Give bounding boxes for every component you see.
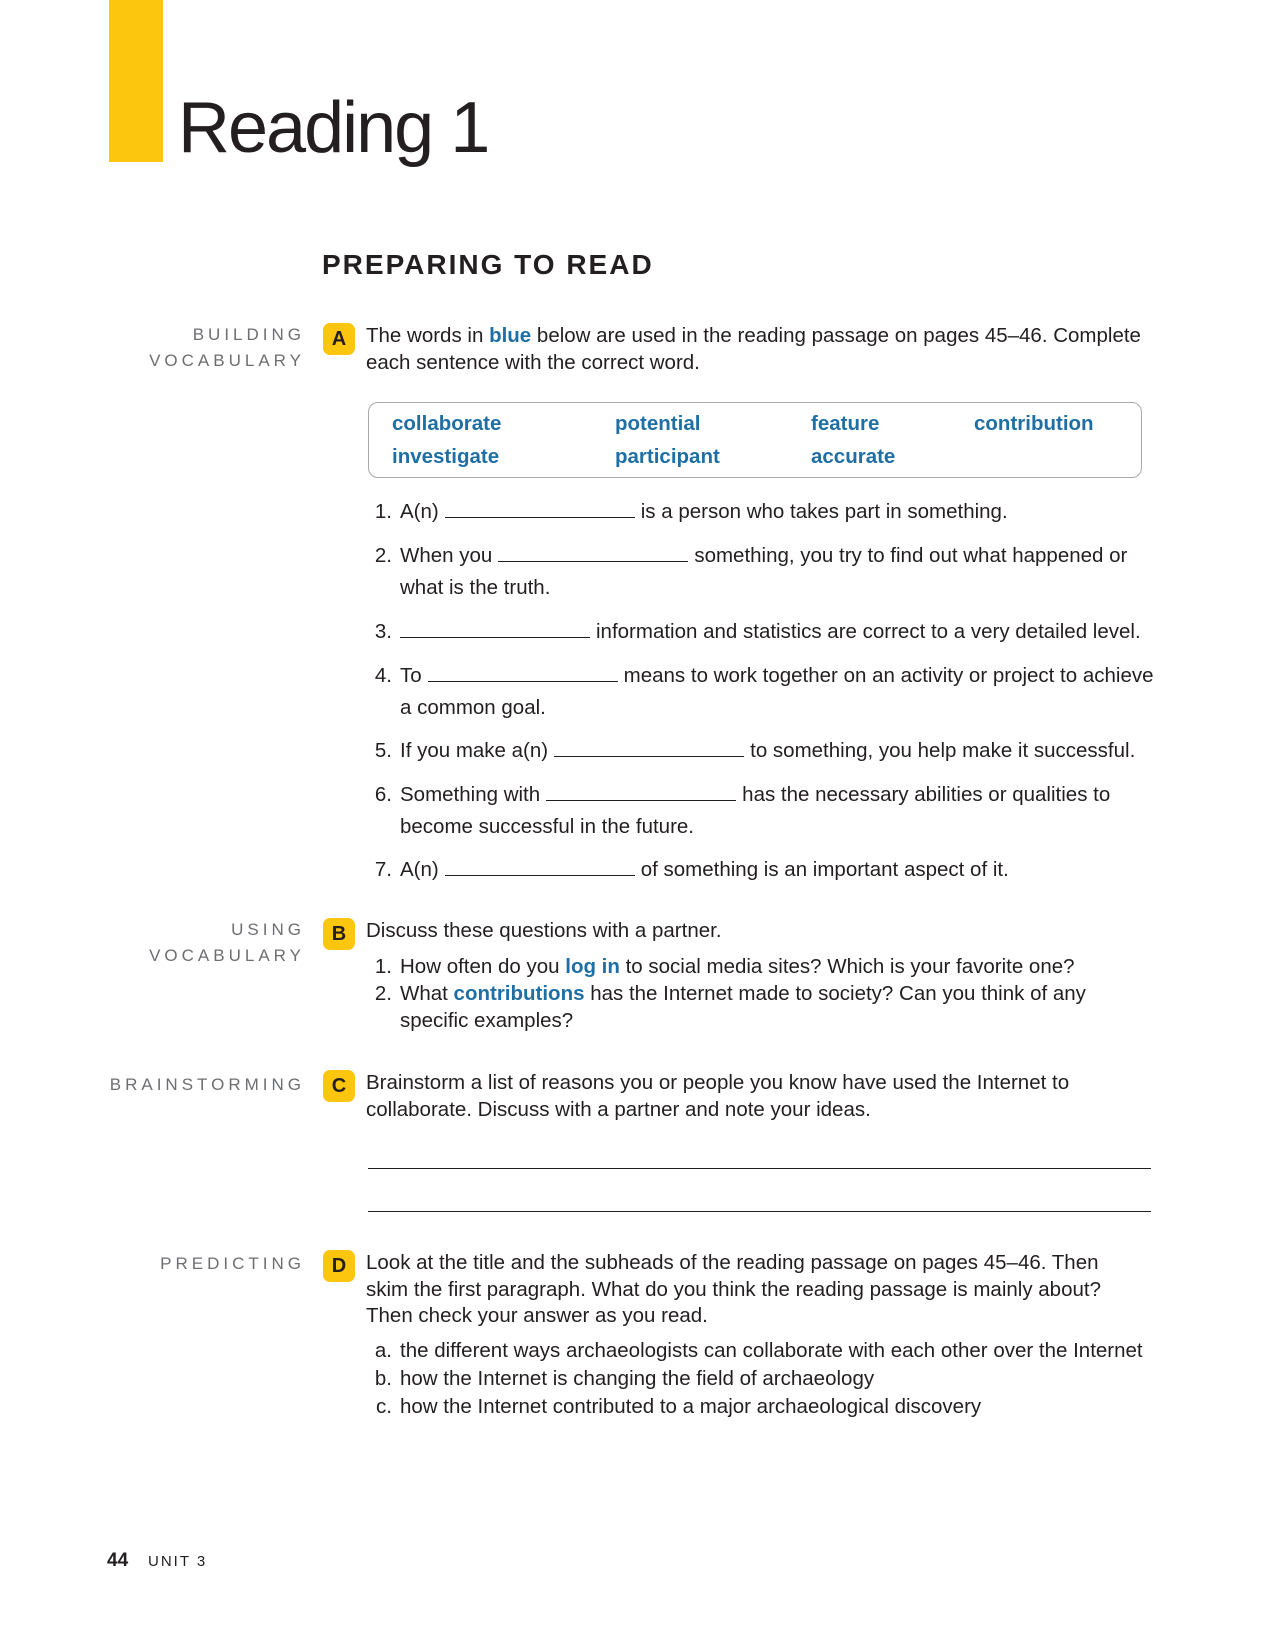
side-label-line: USING <box>231 920 305 939</box>
yellow-accent-bar <box>109 0 163 162</box>
answer-blank[interactable] <box>445 499 635 518</box>
side-label-line: VOCABULARY <box>149 351 305 370</box>
item-text <box>400 540 1158 604</box>
side-label-line: BRAINSTORMING <box>109 1075 305 1094</box>
instruction-c: Brainstorm a list of reasons you or people you know have used the Internet to collaborate. Discuss with a partner and note your ideas. <box>366 1071 1070 1121</box>
item-text <box>400 735 1158 767</box>
side-label-line: BUILDING <box>192 325 305 344</box>
word-bank-item: potential <box>615 412 701 435</box>
option-text: how the Internet is changing the field of archaeology <box>400 1367 875 1390</box>
question-text <box>400 980 1158 1034</box>
item-number: 2. <box>374 544 392 567</box>
option-text: how the Internet contributed to a major archaeological discovery <box>400 1395 982 1418</box>
item-text-before: When you <box>400 544 493 567</box>
item-text-before: A(n) <box>400 500 439 523</box>
item-text-after: is a person who takes part in something. <box>640 500 1008 523</box>
item-text <box>400 616 1158 648</box>
word-bank-item: participant <box>615 445 720 468</box>
side-label-using-vocabulary <box>105 917 305 969</box>
item-text-after: to something, you help make it successful. <box>750 739 1136 762</box>
item-text <box>400 660 1158 724</box>
page-title: Reading 1 <box>178 88 489 168</box>
answer-line[interactable] <box>368 1168 1151 1169</box>
item-number: 7. <box>374 858 392 881</box>
option-letter: a. <box>374 1339 392 1362</box>
item-number: 1. <box>374 500 392 523</box>
side-label-line: VOCABULARY <box>149 946 305 965</box>
answer-blank[interactable] <box>428 663 618 682</box>
item-text-before: A(n) <box>400 858 439 881</box>
option-letter: c. <box>376 1395 392 1418</box>
item-number: 4. <box>374 664 392 687</box>
answer-blank[interactable] <box>445 857 635 876</box>
item-text-before: If you make a(n) <box>400 739 549 762</box>
question-text-part: What <box>400 982 454 1005</box>
answer-blank[interactable] <box>546 782 736 801</box>
word-bank-item: contribution <box>974 412 1094 435</box>
item-number: 5. <box>374 739 392 762</box>
instruction-d: Look at the title and the subheads of the reading passage on pages 45–46. Then skim the first paragraph. What do you think the reading passage is mainly about? Then check your answer as you read. <box>366 1251 1101 1327</box>
item-text-before: To <box>400 664 422 687</box>
item-text <box>400 496 1158 528</box>
instruction-b: Discuss these questions with a partner. <box>366 919 722 942</box>
side-label-building-vocabulary <box>105 322 305 374</box>
instruction-text: below are used in the reading passage on pages 45–46. Complete each sentence with the correct word. <box>366 324 1141 374</box>
question-text-part: has the Internet made to society? Can you think of any specific examples? <box>400 982 1086 1032</box>
option-text: the different ways archaeologists can collaborate with each other over the Internet <box>400 1339 1143 1362</box>
question-text-part: to social media sites? Which is your favorite one? <box>619 955 1075 978</box>
side-label-predicting <box>105 1251 305 1277</box>
word-bank <box>368 402 1142 478</box>
side-label-brainstorming <box>105 1072 305 1098</box>
word-bank-item: feature <box>811 412 880 435</box>
exercise-badge-a: A <box>323 323 355 355</box>
word-bank-item: investigate <box>392 445 500 468</box>
word-bank-item: accurate <box>811 445 896 468</box>
item-text <box>400 779 1158 843</box>
page-number: 44 <box>107 1550 129 1571</box>
question-text <box>400 953 1158 980</box>
word-bank-item: collaborate <box>392 412 502 435</box>
section-heading: PREPARING TO READ <box>322 249 654 280</box>
exercise-badge-b: B <box>323 918 355 950</box>
answer-blank[interactable] <box>554 738 744 757</box>
answer-blank[interactable] <box>400 619 590 638</box>
exercise-badge-c: C <box>323 1070 355 1102</box>
instruction-text: The words in <box>366 324 490 347</box>
side-label-line: PREDICTING <box>160 1254 305 1273</box>
instruction-a <box>366 323 1146 376</box>
blue-word: log in <box>565 955 620 978</box>
answer-blank[interactable] <box>498 543 688 562</box>
exercise-badge-d: D <box>323 1250 355 1282</box>
item-text-after: something, you try to find out what happened or what is the truth. <box>400 544 1128 599</box>
item-number: 3. <box>374 620 392 643</box>
item-text-before: Something with <box>400 783 541 806</box>
item-text-after: means to work together on an activity or project to achieve a common goal. <box>400 664 1154 719</box>
unit-label: UNIT 3 <box>148 1553 208 1570</box>
question-text-part: How often do you <box>400 955 566 978</box>
item-text <box>400 854 1158 886</box>
option-letter: b. <box>374 1367 392 1390</box>
item-text-after: of something is an important aspect of it. <box>640 858 1009 881</box>
blue-word: blue <box>489 324 532 347</box>
item-number: 1. <box>374 955 392 978</box>
item-text-after: information and statistics are correct to a very detailed level. <box>596 620 1141 643</box>
answer-line[interactable] <box>368 1211 1151 1212</box>
blue-word: contributions <box>453 982 585 1005</box>
item-number: 2. <box>374 982 392 1005</box>
item-number: 6. <box>374 783 392 806</box>
item-text-after: has the necessary abilities or qualities to become successful in the future. <box>400 783 1111 838</box>
